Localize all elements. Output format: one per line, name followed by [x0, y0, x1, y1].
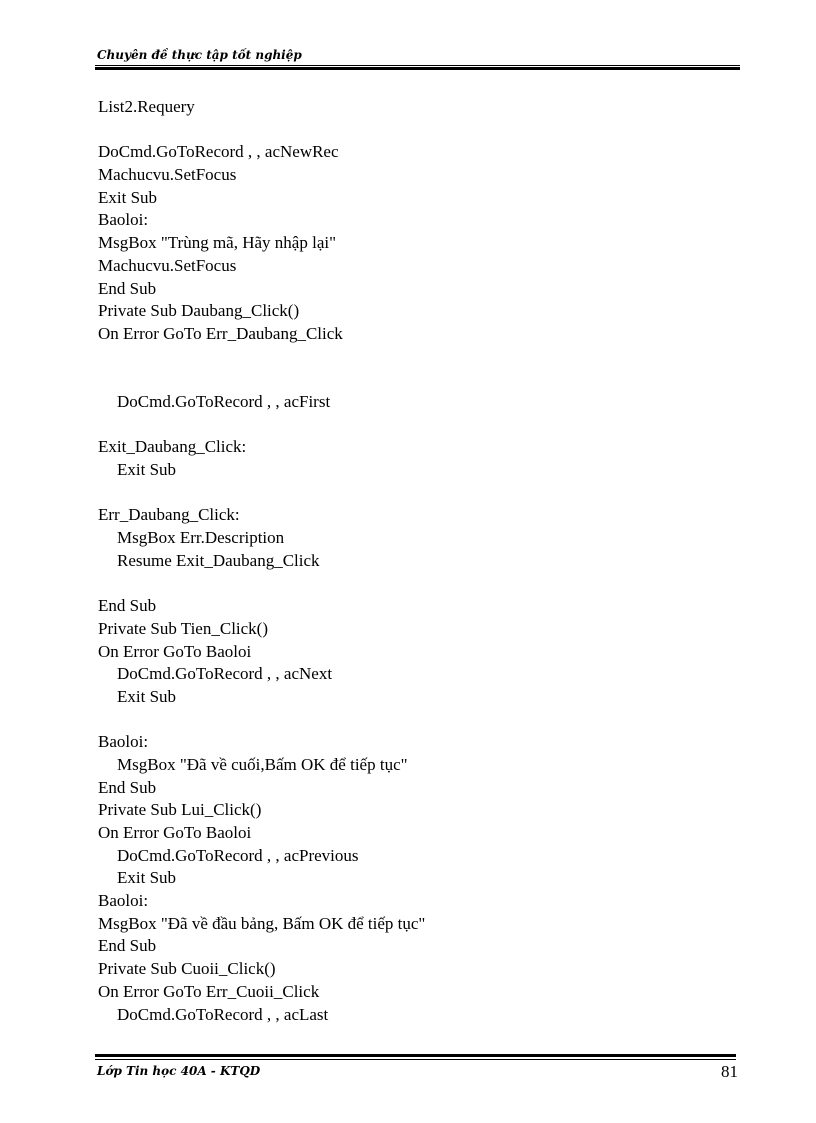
blank-line — [98, 119, 738, 142]
blank-line — [98, 709, 738, 732]
blank-line — [98, 414, 738, 437]
code-line: Exit Sub — [117, 460, 177, 479]
code-line: Baoloi: — [98, 732, 149, 752]
header-rule-thin — [95, 65, 740, 66]
code-line: Exit Sub — [117, 686, 177, 706]
code-line: DoCmd.GoToRecord , , acPrevious — [117, 845, 359, 865]
code-line: On Error GoTo Baoloi — [98, 641, 252, 661]
code-line: Machucvu.SetFocus — [98, 165, 237, 185]
code-line: Exit Sub — [98, 187, 158, 207]
footer-rule-thick — [95, 1054, 736, 1057]
code-line: On Error GoTo Err_Cuoii_Click — [98, 981, 320, 1001]
page-header-title: Chuyên đề thực tập tốt nghiệp — [97, 48, 302, 62]
code-line: Machucvu.SetFocus — [98, 255, 237, 275]
code-line: Private Sub Lui_Click() — [98, 800, 262, 820]
code-line: DoCmd.GoToRecord , , acLast — [117, 1004, 329, 1024]
code-line: Exit Sub — [117, 868, 177, 888]
code-line: End Sub — [98, 936, 157, 956]
code-line: MsgBox "Đã về đầu bảng, Bấm OK để tiếp tục" — [98, 913, 426, 933]
code-line: MsgBox Err.Description — [117, 528, 285, 548]
code-line: Exit_Daubang_Click: — [98, 437, 247, 457]
code-line: List2.Requery — [98, 97, 195, 116]
code-line: End Sub — [98, 596, 157, 616]
code-line: Private Sub Daubang_Click() — [98, 301, 300, 321]
footer-rule-thin — [95, 1059, 736, 1060]
code-line: Baoloi: — [98, 891, 149, 911]
code-line: MsgBox "Trùng mã, Hãy nhập lại" — [98, 233, 337, 253]
code-line: Err_Daubang_Click: — [98, 505, 240, 525]
header-rule-thick — [95, 67, 740, 70]
code-line: DoCmd.GoToRecord , , acFirst — [117, 391, 331, 411]
code-line: MsgBox "Đã về cuối,Bấm OK để tiếp tục" — [117, 754, 408, 774]
blank-line — [98, 368, 738, 391]
code-line: Private Sub Cuoii_Click() — [98, 959, 276, 979]
code-line: Resume Exit_Daubang_Click — [117, 550, 320, 570]
code-line: DoCmd.GoToRecord , , acNext — [117, 664, 333, 684]
code-line: End Sub — [98, 278, 157, 298]
page-footer-text: Lớp Tin học 40A - KTQD — [97, 1064, 261, 1078]
blank-line — [98, 482, 738, 505]
code-line: On Error GoTo Err_Daubang_Click — [98, 323, 343, 343]
code-listing — [98, 96, 738, 1026]
code-line: DoCmd.GoToRecord , , acNewRec — [98, 142, 339, 162]
code-line: Baoloi: — [98, 210, 149, 230]
code-line: End Sub — [98, 777, 157, 797]
code-line: Private Sub Tien_Click() — [98, 618, 269, 638]
blank-line — [98, 346, 738, 369]
blank-line — [98, 572, 738, 595]
page-number: 81 — [721, 1062, 738, 1081]
code-line: On Error GoTo Baoloi — [98, 823, 252, 842]
